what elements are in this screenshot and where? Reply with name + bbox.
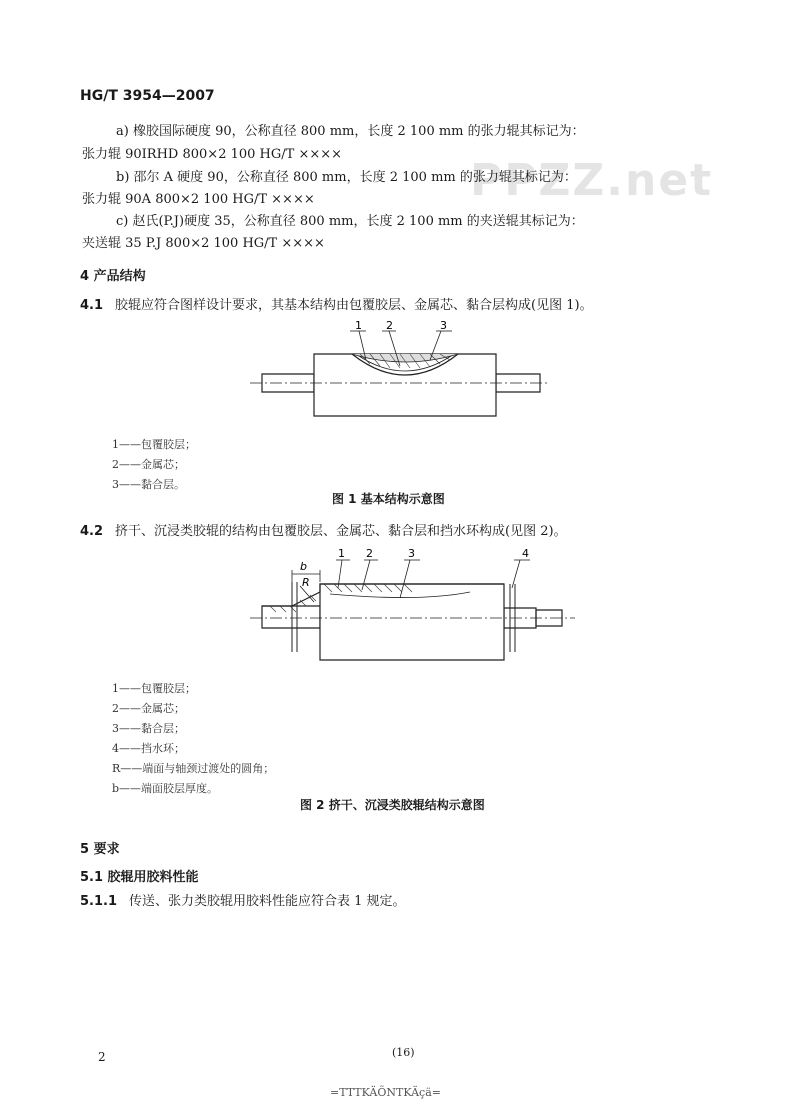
clause-4-1-number: 4.1	[80, 298, 104, 313]
fig2-legend-1: 1——包覆胶层；	[112, 682, 196, 695]
fig2-legend-2: 2——金属芯；	[112, 702, 185, 715]
example-c-mark: 夹送辊 35 P.J 800×2 100 HG/T ××××	[82, 236, 325, 251]
fig1-label-1: 1	[355, 319, 362, 332]
clause-4-2	[80, 520, 567, 539]
example-a-desc: a) 橡胶国际硬度 90，公称直径 800 mm，长度 2 100 mm 的张力辊其标记为：	[116, 124, 585, 139]
fig1-legend-2: 2——金属芯；	[112, 458, 185, 471]
example-a-mark: 张力辊 90IRHD 800×2 100 HG/T ××××	[82, 147, 343, 162]
fig2-legend-4: 4——挡水环；	[112, 742, 185, 755]
clause-5-1-1-text: 传送、张力类胶辊用胶料性能应符合表 1 规定。	[129, 894, 406, 909]
section-4-title: 4 产品结构	[80, 269, 146, 284]
clause-4-1-text: 胶辊应符合图样设计要求，其基本结构由包覆胶层、金属芯、黏合层构成(见图 1)。	[115, 298, 593, 313]
fig2-dim-R: R	[302, 576, 310, 589]
fig1-label-2: 2	[386, 319, 393, 332]
figure-2-diagram	[0, 542, 800, 672]
fig2-label-3: 3	[408, 547, 415, 560]
footer-bottom-text: =TTTKÄÕNTKÄçä=	[330, 1086, 441, 1099]
fig2-legend-3: 3——黏合层；	[112, 722, 185, 735]
example-c-desc: c) 赵氏(P.J)硬度 35，公称直径 800 mm，长度 2 100 mm 的夹送辊其标记为：	[116, 214, 584, 229]
watermark-text: PPZZ.net	[470, 155, 714, 206]
clause-4-1	[80, 294, 593, 313]
figure-2-caption: 图 2 挤干、沉浸类胶辊结构示意图	[300, 798, 485, 812]
section-5-title: 5 要求	[80, 842, 120, 857]
fig1-label-3: 3	[440, 319, 447, 332]
clause-4-2-text: 挤干、沉浸类胶辊的结构由包覆胶层、金属芯、黏合层和挡水环构成(见图 2)。	[115, 524, 567, 539]
fig1-legend-3: 3——黏合层。	[112, 478, 185, 491]
figure-1-diagram	[0, 318, 800, 438]
example-b-mark: 张力辊 90A 800×2 100 HG/T ××××	[82, 192, 315, 207]
fig2-legend-R: R——端面与轴颈过渡处的圆角；	[112, 762, 275, 775]
figure-1-caption: 图 1 基本结构示意图	[332, 492, 445, 506]
fig2-label-2: 2	[366, 547, 373, 560]
clause-5-1-1	[80, 890, 406, 909]
fig1-legend-1: 1——包覆胶层；	[112, 438, 196, 451]
page-number: 2	[98, 1050, 106, 1064]
clause-5-1-title: 5.1 胶辊用胶料性能	[80, 870, 199, 885]
standard-code-header: HG/T 3954—2007	[80, 88, 215, 104]
fig2-dim-b: b	[300, 560, 307, 573]
fig2-label-1: 1	[338, 547, 345, 560]
example-b-desc: b) 邵尔 A 硬度 90，公称直径 800 mm，长度 2 100 mm 的张力辊其标记为：	[116, 170, 577, 185]
clause-5-1-1-number: 5.1.1	[80, 894, 118, 909]
fig2-legend-b: b——端面胶层厚度。	[112, 782, 219, 795]
sheet-number: (16)	[392, 1046, 415, 1059]
fig2-label-4: 4	[522, 547, 529, 560]
clause-4-2-number: 4.2	[80, 524, 104, 539]
